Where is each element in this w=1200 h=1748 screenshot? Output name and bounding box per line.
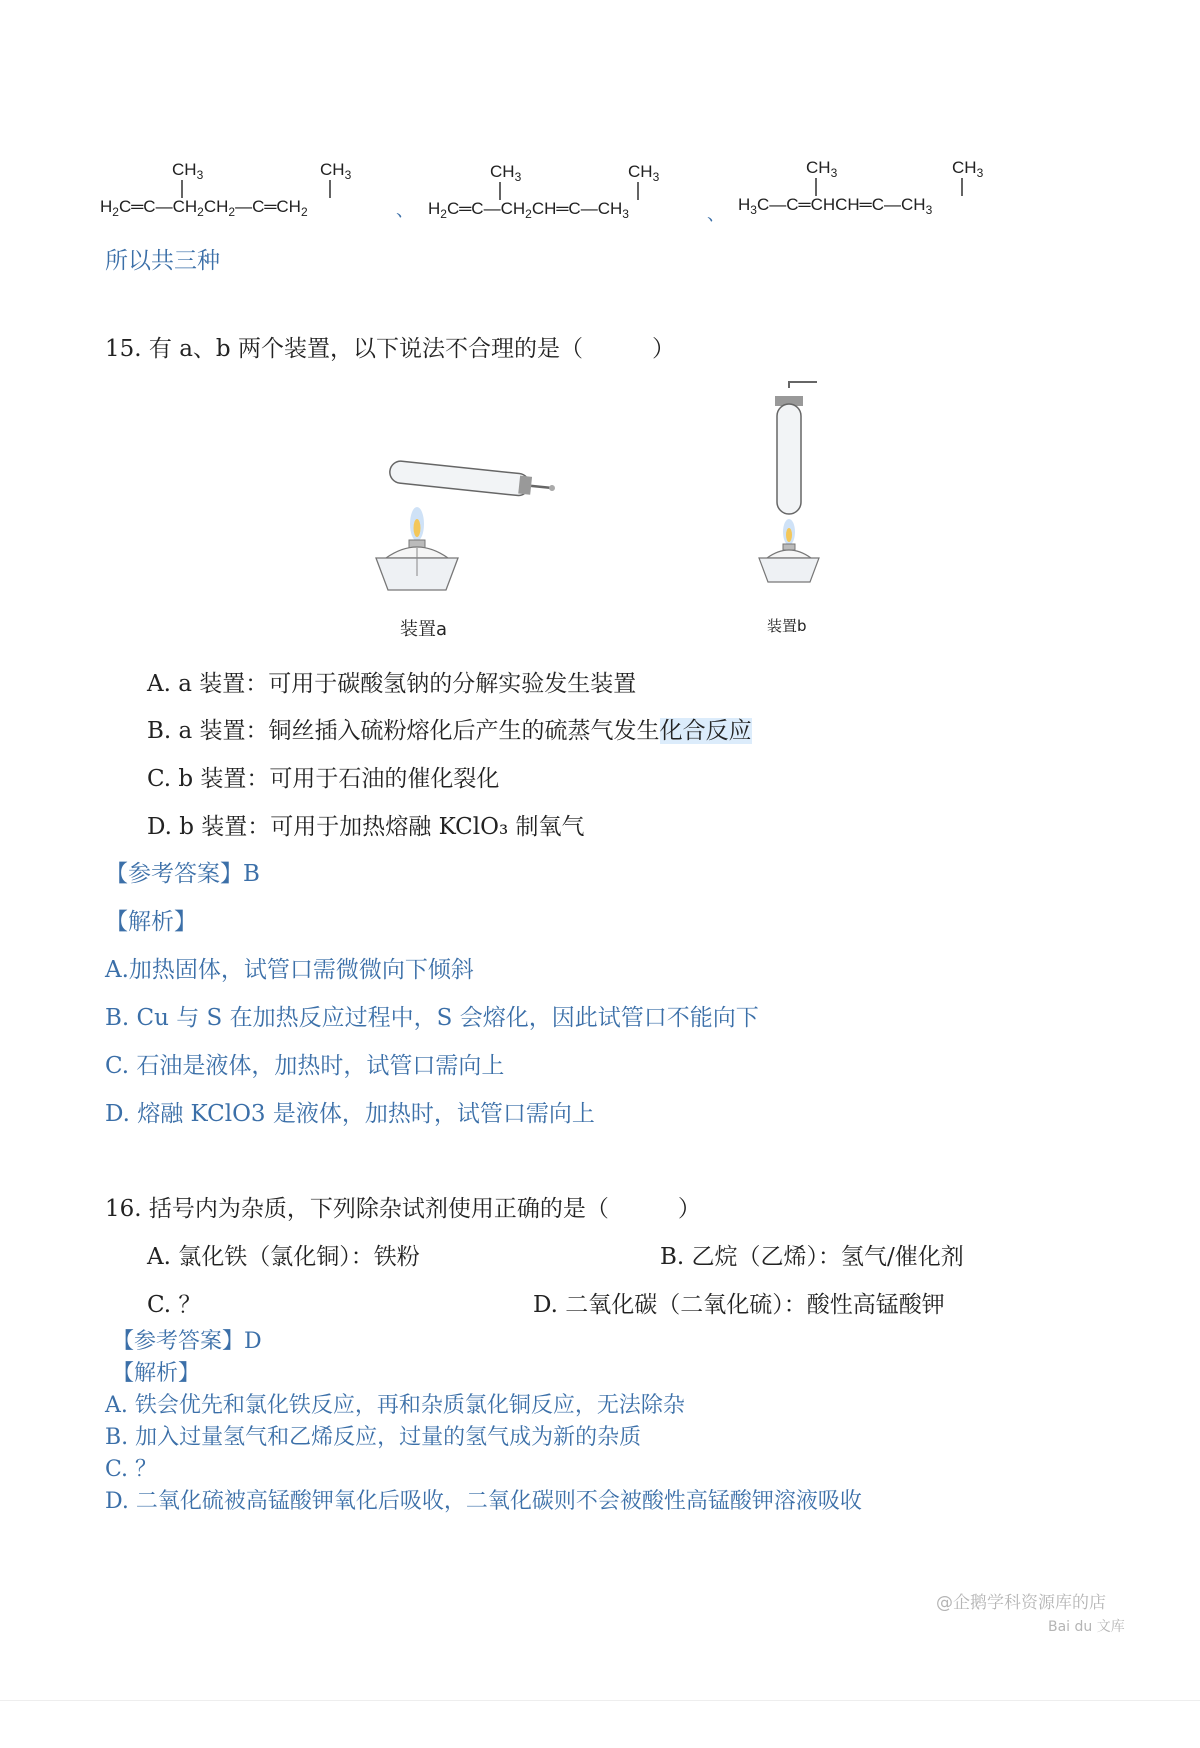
q15-option-b	[147, 712, 752, 745]
s2-methyl-b: $CH_3$	[628, 162, 660, 184]
structure-separator-1: 、	[396, 200, 414, 221]
structure-2	[428, 152, 728, 232]
q16-analysis-b: B. 加入过量氢气和乙烯反应，过量的氢气成为新的杂质	[105, 1425, 642, 1450]
s1-methyl-a: $CH_3$	[172, 160, 204, 182]
q16-option-a: A. 氯化铁（氯化铜）：铁粉	[147, 1244, 420, 1270]
s1-chain: $H_2C═C—CH_2CH_2—C═CH_2$	[100, 197, 308, 219]
q15-analysis-d: D. 熔融 KClO3 是液体，加热时，试管口需向上	[105, 1101, 595, 1127]
watermark-shop: @企鹅学科资源库的店	[936, 1593, 1106, 1613]
page-bottom-divider	[0, 1700, 1200, 1701]
q15-option-b-highlight: 化合反应	[659, 718, 752, 744]
q15-analysis-a: A.加热固体，试管口需微微向下倾斜	[105, 957, 474, 983]
q15-option-b-text: B. a 装置：铜丝插入硫粉熔化后产生的硫蒸气发生	[147, 718, 660, 744]
q16-option-d: D. 二氧化碳（二氧化硫）：酸性高锰酸钾	[533, 1292, 945, 1318]
structure-separator-2: 、	[707, 204, 725, 225]
q15-analysis-c: C. 石油是液体，加热时，试管口需向上	[105, 1053, 505, 1079]
q16-analysis-d: D. 二氧化硫被高锰酸钾氧化后吸收，二氧化碳则不会被酸性高锰酸钾溶液吸收	[105, 1489, 862, 1514]
q15-option-a: A. a 装置：可用于碳酸氢钠的分解实验发生装置	[147, 671, 637, 697]
apparatus-a-figure	[360, 440, 570, 610]
s2-chain: $H_2C═C—CH_2CH═C—CH_3$	[428, 199, 629, 221]
watermark-brand: Bai du 文库	[1048, 1619, 1125, 1635]
prev-conclusion: 所以共三种	[105, 248, 220, 274]
q16-answer: 【参考答案】D	[112, 1329, 262, 1354]
s3-chain: $H_3C—C═CHCH═C—CH_3$	[738, 195, 933, 217]
apparatus-b-figure	[745, 380, 845, 600]
s3-methyl-b: $CH_3$	[952, 158, 984, 180]
q16-stem: 16. 括号内为杂质，下列除杂试剂使用正确的是（ ）	[105, 1196, 701, 1222]
s1-methyl-b: $CH_3$	[320, 160, 352, 182]
structure-1	[100, 150, 420, 230]
s2-methyl-a: $CH_3$	[490, 162, 522, 184]
q16-option-b: B. 乙烷（乙烯）：氢气/催化剂	[660, 1244, 964, 1270]
q15-option-c: C. b 装置：可用于石油的催化裂化	[147, 766, 500, 792]
q15-stem: 15. 有 a、b 两个装置，以下说法不合理的是（ ）	[105, 336, 675, 362]
s3-methyl-a: $CH_3$	[806, 158, 838, 180]
q15-option-d: D. b 装置：可用于加热熔融 KClO₃ 制氧气	[147, 814, 585, 840]
q16-analysis-title: 【解析】	[112, 1361, 201, 1386]
apparatus-a-label: 装置a	[400, 619, 448, 640]
q16-analysis-a: A. 铁会优先和氯化铁反应，再和杂质氯化铜反应，无法除杂	[105, 1393, 685, 1418]
q15-analysis-title: 【解析】	[105, 909, 197, 935]
structure-3	[738, 148, 1038, 228]
q16-option-c: C. ？	[147, 1292, 202, 1318]
q15-answer: 【参考答案】B	[105, 861, 260, 887]
q16-analysis-c: C. ？	[105, 1457, 158, 1482]
apparatus-b-label: 装置b	[767, 617, 807, 635]
q15-analysis-b: B. Cu 与 S 在加热反应过程中，S 会熔化，因此试管口不能向下	[105, 1005, 759, 1031]
